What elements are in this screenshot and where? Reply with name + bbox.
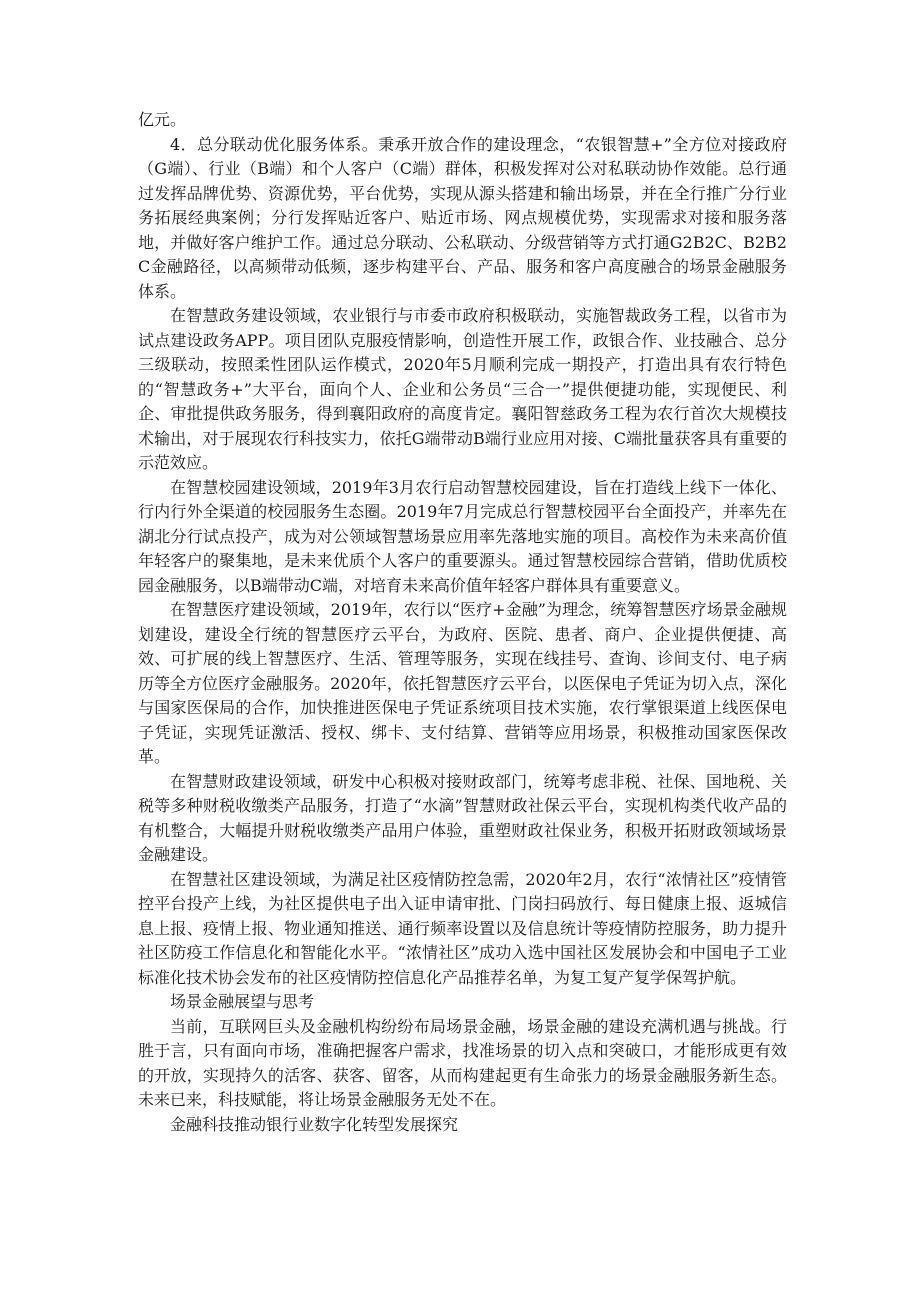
- paragraph-service-system: 4．总分联动优化服务体系。秉承开放合作的建设理念，“农银智慧+”全方位对接政府（G端）、行业（B端）和个人客户（C端）群体，积极发挥对公对私联动协作效能。总行通过发挥品牌优势、资源优势，平台优势，实现从源头搭建和输出场景，并在全行推广分行业务拓展经典案例；分行发挥贴近客户、贴近市场、网点规模优势，实现需求对接和服务落地，并做好客户维护工作。通过总分联动、公私联动、分级营销等方式打通G2B2C、B2B2C金融路径，以高频带动低频，逐步构建平台、产品、服务和客户高度融合的场景金融服务体系。: [138, 134, 787, 301]
- paragraph-smart-government: 在智慧政务建设领域，农业银行与市委市政府积极联动，实施智裁政务工程，以省市为试点建设政务APP。项目团队克服疫情影响，创造性开展工作，政银合作、业技融合、总分三级联动，按照柔性团队运作模式，2020年5月顺利完成一期投产，打造出具有农行特色的“智慧政务+”大平台，面向个人、企业和公务员“三合一”提供便捷功能，实现便民、利企、审批提供政务服务，得到襄阳政府的高度肯定。襄阳智慈政务工程为农行首次大规模技术输出，对于展现农行科技实力，依托G端带动B端行业应用对接、C端批量获客具有重要的示范效应。: [138, 306, 787, 472]
- paragraph-smart-campus: 在智慧校园建设领域，2019年3月农行启动智慧校园建设，旨在打造线上线下一体化、行内行外全渠道的校园服务生态圈。2019年7月完成总行智慧校园平台全面投产，并率先在湖北分行试点投产，成为对公领域智慧场景应用率先落地实施的项目。高校作为未来高价值年轻客户的聚集地，是未来优质个人客户的重要源头。通过智慧校园综合营销，借助优质校园金融服务，以B端带动C端，对培育未来高价值年轻客户群体具有重要意义。: [138, 477, 787, 595]
- section-heading-fintech: 金融科技推动银行业数字化转型发展探究: [170, 1114, 459, 1134]
- paragraph-smart-community: 在智慧社区建设领域，为满足社区疫情防控急需，2020年2月，农行“浓情社区”疫情管控平台投产上线，为社区提供电子出入证申请审批、门岗扫码放行、每日健康上报、返城信息上报、疫情上报、物业通知推送、通行频率设置以及信息统计等疫情防控服务，助力提升社区防疫工作信息化和智能化水平。“浓情社区”成功入选中国社区发展协会和中国电子工业标准化技术协会发布的社区疫情防控信息化产品推荐名单，为复工复产复学保驾护航。: [138, 869, 787, 987]
- section-heading-outlook: 场景金融展望与思考: [170, 992, 315, 1011]
- document-body: [138, 108, 787, 1137]
- paragraph-continuation: 亿元。: [138, 110, 187, 129]
- paragraph-smart-medical: 在智慧医疗建设领域，2019年，农行以“医疗+金融”为理念，统筹智慧医疗场景金融规划建设，建设全行统的智慧医疗云平台，为政府、医院、患者、商户、企业提供便捷、高效、可扩展的线上智慧医疗、生活、管理等服务，实现在线挂号、查询、诊间支付、电子病历等全方位医疗金融服务。2020年，依托智慧医疗云平台，以医保电子凭证为切入点，深化与国家医保局的合作，加快推进医保电子凭证系统项目技术实施，农行掌银渠道上线医保电子凭证，实现凭证激活、授权、绑卡、支付结算、营销等应用场景，积极推动国家医保改革。: [138, 600, 787, 766]
- paragraph-outlook: 当前，互联网巨头及金融机构纷纷布局场景金融，场景金融的建设充满机遇与挑战。行胜于言，只有面向市场，准确把握客户需求，找准场景的切入点和突破口，才能形成更有效的开放，实现持久的活客、获客、留客，从而构建起更有生命张力的场景金融服务新生态。未来已来，科技赋能，将让场景金融服务无处不在。: [138, 1016, 787, 1109]
- paragraph-smart-finance: 在智慧财政建设领域，研发中心积极对接财政部门，统筹考虑非税、社保、国地税、关税等多种财税收缴类产品服务，打造了“水滴”智慧财政社保云平台，实现机构类代收产品的有机整合，大幅提升财税收缴类产品用户体验，重塑财政社保业务，积极开拓财政领域场景金融建设。: [138, 771, 787, 864]
